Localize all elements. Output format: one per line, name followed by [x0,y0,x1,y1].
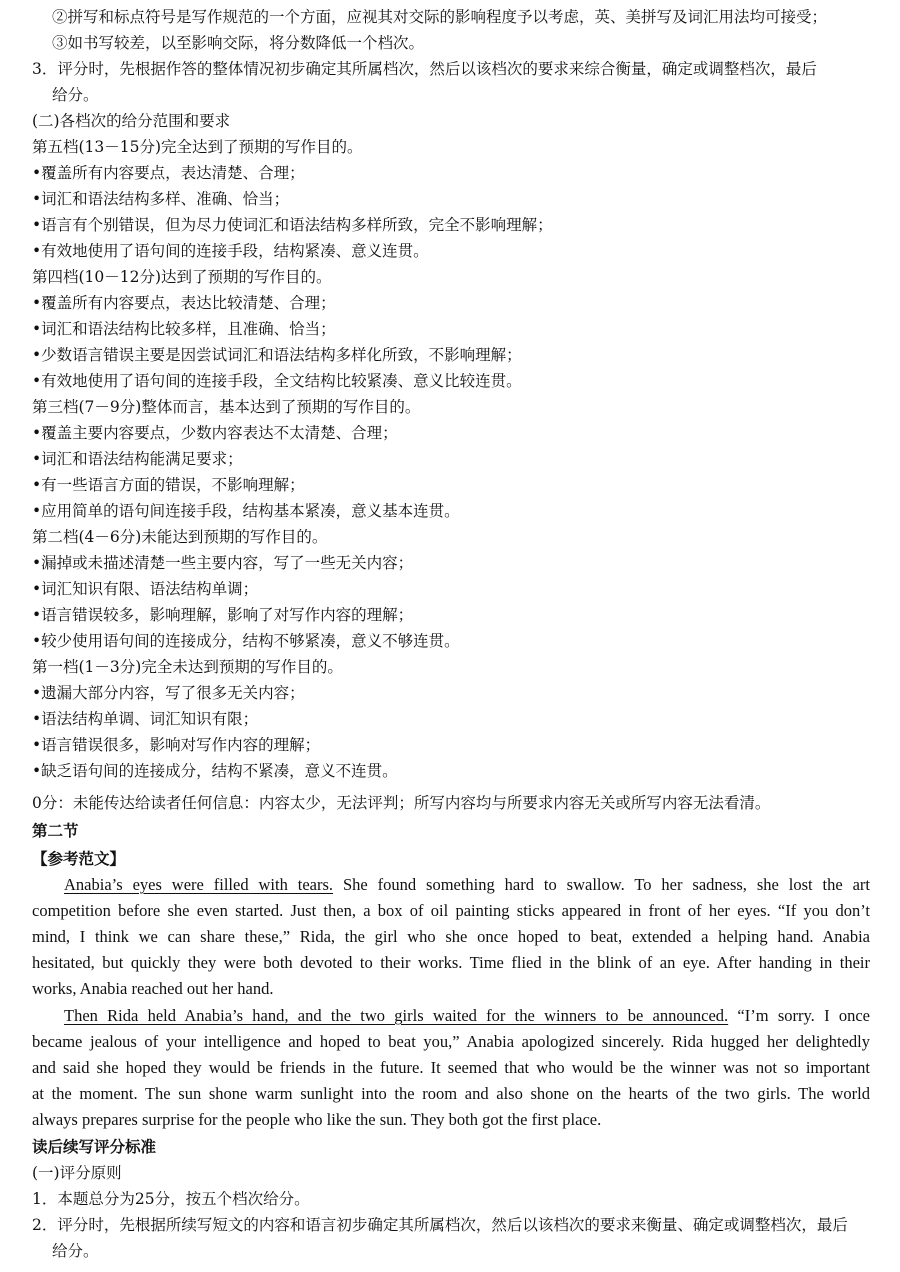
grade-3-bullet: •词汇和语法结构能满足要求； [32,450,243,468]
continuation-criteria-heading: 读后续写评分标准 [32,1137,157,1156]
principle-2: 2．评分时，先根据所续写短文的内容和语言初步确定其所属档次，然后以该档次的要求来衡量、确定或调整档次，最后 [32,1216,848,1234]
essay-p1-line: Anabia’s eyes were filled with tears. She found something hard to swallow. To her sadness, she lost the art [64,875,870,894]
rule-3-handwriting: ③如书写较差，以至影响交际，将分数降低一个档次。 [52,34,425,52]
essay-p2-line: always prepares surprise for the people who like the sun. They both got the first place. [32,1110,602,1129]
grade-5-bullet: •有效地使用了语句间的连接手段，结构紧凑、意义连贯。 [32,242,429,260]
zero-score-rule: 0分：未能传达给读者任何信息：内容太少，无法评判；所写内容均与所要求内容无关或所写内容无法看清。 [32,794,771,812]
grade-2-title: 第二档(4－6分)未能达到预期的写作目的。 [32,528,328,546]
principles-title: (一)评分原则 [32,1164,122,1182]
sample-essay-heading: 【参考范文】 [32,849,126,868]
grade-3-bullet: •应用简单的语句间连接手段，结构基本紧凑，意义基本连贯。 [32,502,460,520]
essay-p1-line: mind, I think we can share these,” Rida, the girl who she once hoped to beat, extended a helping hand. Anabia [32,927,870,946]
essay-p2-underlined-sentence: Then Rida held Anabia’s hand, and the two girls waited for the winners to be announced. [64,1006,729,1025]
scoring-rule-3: 3．评分时，先根据作答的整体情况初步确定其所属档次，然后以该档次的要求来综合衡量，确定或调整档次，最后 [32,60,817,78]
grade-2-bullet: •较少使用语句间的连接成分，结构不够紧凑，意义不够连贯。 [32,632,460,650]
grade-2-bullet: •漏掉或未描述清楚一些主要内容，写了一些无关内容； [32,554,414,572]
essay-p2-line: and said she hoped they would be friends in the future. It seemed that who would be the winner was not so important [32,1058,870,1077]
grade-5-bullet: •词汇和语法结构多样、准确、恰当； [32,190,290,208]
grade-5-bullet: •覆盖所有内容要点，表达清楚、合理； [32,164,305,182]
essay-p1-line: hesitated, but quickly they were both devoted to their works. Time flied in the blink of an eye. After handing in their [32,953,870,972]
grade-4-bullet: •覆盖所有内容要点，表达比较清楚、合理； [32,294,336,312]
essay-p1-line: works, Anabia reached out her hand. [32,979,274,998]
grade-2-bullet: •词汇知识有限、语法结构单调； [32,580,259,598]
grade-1-title: 第一档(1－3分)完全未达到预期的写作目的。 [32,658,343,676]
section-two-heading: 第二节 [32,821,79,840]
grade-1-bullet: •缺乏语句间的连接成分，结构不紧凑，意义不连贯。 [32,762,398,780]
scoring-rule-3-cont: 给分。 [52,86,99,104]
grade-1-bullet: •语言错误很多，影响对写作内容的理解； [32,736,321,754]
rule-2-spelling: ②拼写和标点符号是写作规范的一个方面，应视其对交际的影响程度予以考虑，英、美拼写及词汇用法均可接受； [52,8,828,26]
principle-2-cont: 给分。 [52,1242,99,1260]
grade-2-bullet: •语言错误较多，影响理解，影响了对写作内容的理解； [32,606,414,624]
essay-p2-line: became jealous of your intelligence and hoped to beat you,” Anabia apologized sincerely. Rida hugged her delightedly [32,1032,870,1051]
principle-1: 1．本题总分为25分，按五个档次给分。 [32,1190,310,1208]
grade-1-bullet: •遗漏大部分内容，写了很多无关内容； [32,684,305,702]
grade-4-title: 第四档(10－12分)达到了预期的写作目的。 [32,268,332,286]
grade-3-bullet: •覆盖主要内容要点，少数内容表达不太清楚、合理； [32,424,398,442]
essay-p1-underlined-sentence: Anabia’s eyes were filled with tears. [64,875,334,894]
essay-p1-line: competition before she even started. Just then, a box of oil painting sticks appeared in front of her eyes. “If you don’t [32,901,870,920]
essay-p2-line: Then Rida held Anabia’s hand, and the two girls waited for the winners to be announced. “I’m sorry. I once [64,1006,870,1025]
grade-4-bullet: •有效地使用了语句间的连接手段，全文结构比较紧凑、意义比较连贯。 [32,372,522,390]
grade-4-bullet: •少数语言错误主要是因尝试词汇和语法结构多样化所致，不影响理解； [32,346,522,364]
grade-4-bullet: •词汇和语法结构比较多样，且准确、恰当； [32,320,336,338]
grade-3-title: 第三档(7－9分)整体而言，基本达到了预期的写作目的。 [32,398,421,416]
section-2-title: (二)各档次的给分范围和要求 [32,112,231,130]
grade-1-bullet: •语法结构单调、词汇知识有限； [32,710,259,728]
grade-5-title: 第五档(13－15分)完全达到了预期的写作目的。 [32,138,363,156]
essay-p2-line: at the moment. The sun shone warm sunlight into the room and also shone on the hearts of the two girls. The world [32,1084,870,1103]
grade-3-bullet: •有一些语言方面的错误，不影响理解； [32,476,305,494]
grade-5-bullet: •语言有个别错误，但为尽力使词汇和语法结构多样所致，完全不影响理解； [32,216,553,234]
